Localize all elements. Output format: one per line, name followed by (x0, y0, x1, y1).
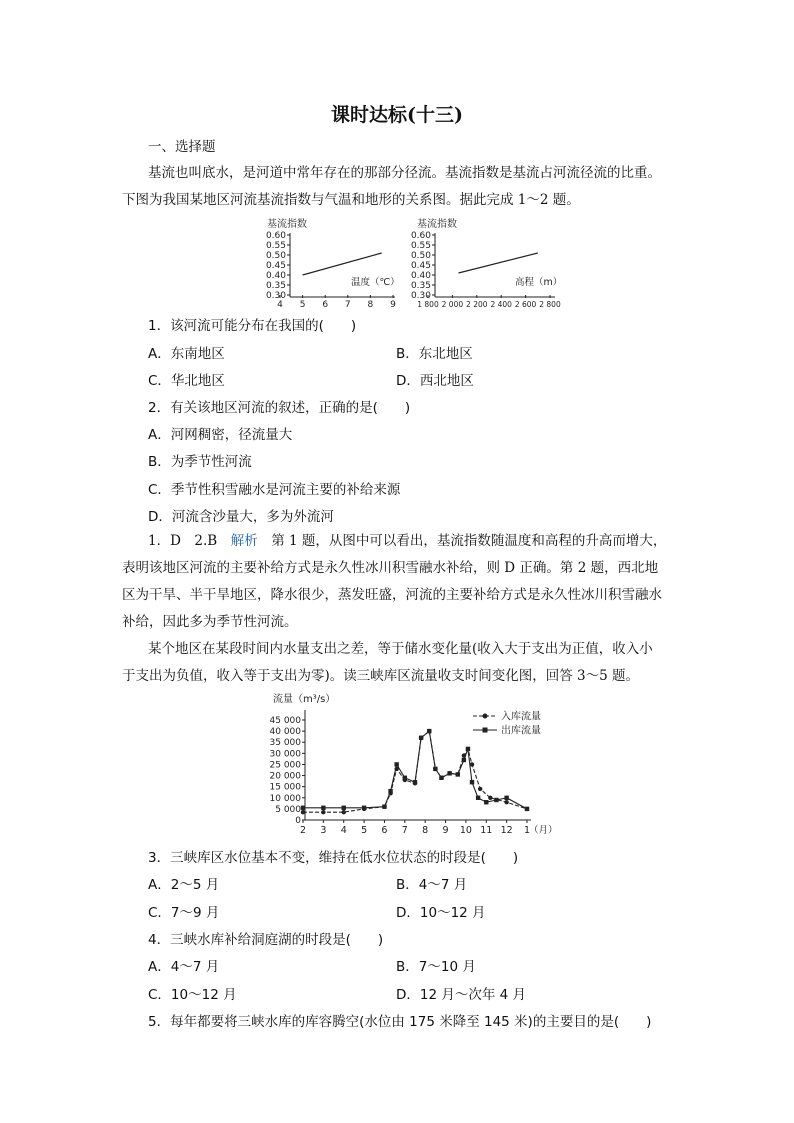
chart-a-xlabel: 温度（℃） (351, 277, 400, 288)
outflow-point (362, 806, 366, 810)
reservoir-flow-chart (265, 688, 565, 840)
outflow-point (433, 767, 437, 771)
intro-2-line-2: 于支出为负值，收入等于支出为零)。读三峡库区流量收支时间变化图，回答 3～5 题。 (122, 668, 640, 684)
chart-a-ytick-label: 0.35 (265, 281, 286, 291)
chart-a-ytick-label: 0.30 (265, 291, 286, 301)
chart-b-ytick-label: 0.45 (410, 261, 431, 271)
legend-inflow-marker (483, 714, 488, 719)
analysis-line-4: 补给，因此多为季节性河流。 (122, 614, 298, 630)
flow-ytick-label: 10 000 (269, 793, 301, 804)
chart-b-xtick-label: 1 800 (417, 300, 439, 309)
chart-a-xtick-label: 8 (367, 300, 374, 310)
chart-b-xtick-label: 2 800 (539, 300, 561, 309)
inflow-point (488, 796, 492, 800)
baseflow-temperature-chart (266, 217, 400, 310)
outflow-point (525, 807, 529, 811)
flow-chart-legend (473, 710, 541, 737)
flow-chart-xlabel: （月） (529, 825, 558, 836)
outflow-point (342, 806, 346, 810)
question-3-option-c[interactable]: C．7～9 月 (148, 905, 220, 921)
outflow-point (466, 747, 470, 751)
chart-b-ytick-label: 0.50 (410, 251, 431, 261)
question-2-option-c[interactable]: C．季节性积雪融水是河流主要的补给来源 (148, 482, 401, 498)
flow-ytick-label: 40 000 (269, 727, 301, 738)
legend-outflow-label: 出库流量 (501, 725, 541, 737)
outflow-point (419, 736, 423, 740)
question-1-option-c[interactable]: C．华北地区 (148, 373, 225, 389)
chart-a-xtick-label: 6 (322, 300, 329, 310)
inflow-point (301, 810, 305, 814)
chart-b-xtick-label: 2 400 (490, 300, 512, 309)
flow-xtick-label: 9 (442, 825, 449, 836)
chart-b-trend-line (459, 253, 538, 273)
outflow-point (388, 789, 392, 793)
chart-b-ylabel: 基流指数 (417, 219, 457, 230)
outflow-point (470, 780, 474, 784)
chart-a-ylabel: 基流指数 (267, 219, 307, 230)
answer-key: 1．D 2.B (148, 533, 231, 549)
chart-a-trend-line (303, 253, 382, 275)
flow-xtick-label: 3 (320, 825, 327, 836)
flow-ytick-label: 20 000 (269, 771, 301, 782)
chart-a-ytick-label: 0.50 (265, 251, 286, 261)
chart-b-xtick-label: 2 200 (466, 300, 488, 309)
question-2-stem: 2．有关该地区河流的叙述，正确的是( ) (148, 400, 411, 416)
question-4-option-c[interactable]: C．10～12 月 (148, 987, 237, 1003)
analysis-line-1 (148, 531, 666, 551)
flow-xtick-label: 6 (381, 825, 388, 836)
question-1-option-a[interactable]: A．东南地区 (148, 346, 225, 362)
flow-xtick-label: 5 (361, 825, 368, 836)
outflow-series-line (303, 731, 527, 809)
chart-a-xtick-label: 7 (344, 300, 351, 310)
outflow-point (504, 796, 508, 800)
outflow-point (456, 772, 460, 776)
question-4-stem: 4．三峡水库补给洞庭湖的时段是( ) (148, 932, 384, 948)
chart-b-xtick-label: 2 600 (514, 300, 537, 309)
outflow-point (394, 762, 398, 766)
chart-a-ytick-label: 0.40 (265, 271, 286, 281)
flow-xtick-label: 11 (480, 825, 493, 836)
question-2-option-b[interactable]: B．为季节性河流 (148, 454, 252, 470)
question-4-option-b[interactable]: B．7～10 月 (396, 959, 476, 975)
outflow-point (382, 804, 386, 808)
flow-ytick-label: 0 (295, 816, 301, 826)
chart-a-xtick-label: 5 (299, 300, 306, 310)
inflow-series-line (303, 731, 527, 812)
flow-xtick-label: 1 (523, 825, 531, 836)
intro-1-line-2: 下图为我国某地区河流基流指数与气温和地形的关系图。据此完成 1～2 题。 (122, 192, 580, 208)
chart-a-xtick-label: 4 (277, 300, 283, 310)
question-3-option-a[interactable]: A．2～5 月 (148, 877, 220, 893)
flow-ytick-label: 45 000 (269, 716, 301, 726)
section-heading: 一、选择题 (148, 139, 216, 155)
inflow-point (342, 810, 346, 814)
question-2-option-a[interactable]: A．河网稠密，径流量大 (148, 427, 293, 443)
baseflow-charts (255, 215, 565, 310)
inflow-point (321, 810, 325, 814)
page-title: 课时达标(十三) (331, 104, 463, 126)
question-5-stem: 5．每年都要将三峡水库的库容腾空(水位由 175 米降至 145 米)的主要目的是( ) (148, 1014, 652, 1030)
question-1-stem: 1．该河流可能分布在我国的( ) (148, 318, 357, 334)
flow-xtick-label: 7 (401, 825, 408, 836)
flow-xtick-label: 12 (500, 825, 513, 836)
outflow-point (447, 771, 451, 775)
inflow-point (504, 800, 508, 804)
chart-a-ytick-label: 0.45 (265, 261, 286, 271)
intro-1-line-1: 基流也叫底水，是河道中常年存在的那部分径流。基流指数是基流占河流径流的比重。 (148, 165, 661, 181)
chart-b-ytick-label: 0.35 (410, 281, 431, 291)
outflow-point (301, 806, 305, 810)
outflow-point (476, 796, 480, 800)
question-4-option-d[interactable]: D．12 月～次年 4 月 (396, 987, 527, 1003)
chart-a-xtick-label: 9 (390, 300, 396, 310)
outflow-point (427, 729, 431, 733)
inflow-point (478, 787, 482, 791)
question-3-stem: 3．三峡库区水位基本不变，维持在低水位状态的时段是( ) (148, 850, 519, 866)
question-3-option-b[interactable]: B．4～7 月 (396, 877, 468, 893)
intro-2-line-1: 某个地区在某段时间内水量支出之差，等于储水变化量(收入大于支出为正值，收入小 (148, 641, 653, 657)
flow-ytick-label: 15 000 (269, 782, 301, 793)
question-4-option-a[interactable]: A．4～7 月 (148, 959, 220, 975)
flow-ytick-label: 30 000 (269, 749, 301, 760)
question-3-option-d[interactable]: D．10～12 月 (396, 905, 486, 921)
flow-ytick-label: 5 000 (275, 804, 301, 815)
outflow-point (321, 806, 325, 810)
chart-b-ytick-label: 0.30 (410, 291, 431, 301)
chart-a-ytick-label: 0.60 (265, 231, 286, 241)
question-1-option-d[interactable]: D．西北地区 (396, 373, 474, 389)
chart-b-ytick-label: 0.40 (410, 271, 431, 281)
chart-b-xlabel: 高程（m） (515, 277, 563, 288)
outflow-point (413, 780, 417, 784)
question-2-option-d[interactable]: D．河流含沙量大，多为外流河 (148, 509, 334, 525)
chart-b-xtick-label: 2 000 (441, 300, 464, 309)
analysis-line-3: 区为干旱、半干旱地区，降水很少，蒸发旺盛，河流的主要补给方式是永久性冰川积雪融水 (122, 587, 662, 603)
flow-xtick-label: 8 (422, 825, 429, 836)
outflow-point (494, 798, 498, 802)
flow-chart-ylabel: 流量（m³/s） (273, 694, 336, 705)
flow-xtick-label: 4 (340, 825, 347, 836)
outflow-point (462, 758, 466, 762)
baseflow-elevation-chart (411, 217, 562, 309)
outflow-point (439, 776, 443, 780)
analysis-tag: 解析 (230, 533, 258, 549)
legend-inflow-label: 入库流量 (501, 711, 541, 723)
chart-b-ytick-label: 0.60 (410, 231, 431, 241)
flow-xtick-label: 10 (459, 825, 472, 836)
chart-a-ytick-label: 0.55 (265, 241, 286, 251)
analysis-text-1: 第 1 题，从图中可以看出，基流指数随温度和高程的升高而增大， (257, 533, 667, 549)
question-1-option-b[interactable]: B．东北地区 (396, 346, 473, 362)
chart-b-ytick-label: 0.55 (410, 241, 431, 251)
analysis-line-2: 表明该地区河流的主要补给方式是永久性冰川积雪融水补给，则 D 正确。第 2 题，西北地 (122, 560, 659, 576)
legend-outflow-marker (483, 728, 488, 733)
flow-ytick-label: 35 000 (269, 738, 301, 749)
outflow-point (484, 800, 488, 804)
outflow-point (403, 776, 407, 780)
flow-ytick-label: 25 000 (269, 760, 301, 771)
flow-xtick-label: 2 (299, 825, 307, 836)
